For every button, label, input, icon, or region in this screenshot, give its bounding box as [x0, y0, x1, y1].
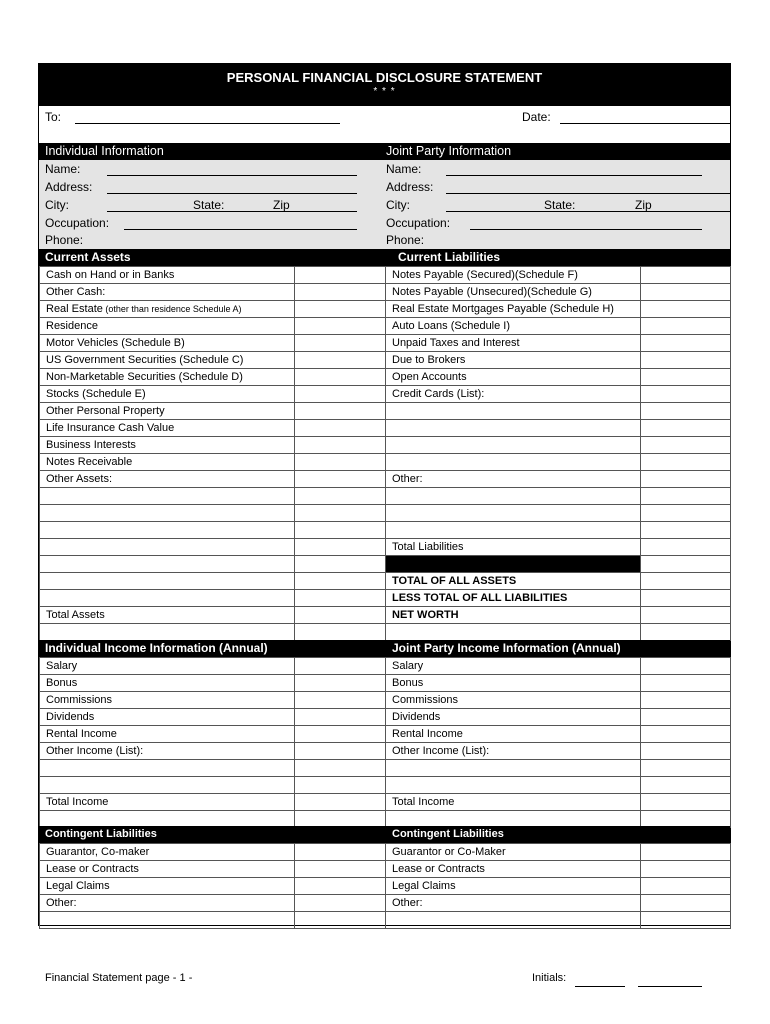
to-label: To: [45, 110, 62, 124]
joint-phone-label: Phone: [386, 233, 425, 247]
right-label-cell: Rental Income [386, 726, 641, 743]
table-row [40, 403, 731, 420]
table-row [40, 420, 731, 437]
left-label-cell: Guarantor, Co-maker [40, 844, 295, 861]
left-label-cell: Total Income [40, 794, 295, 811]
right-label-cell [386, 624, 641, 641]
left-amount-cell[interactable] [295, 386, 386, 403]
left-label-cell [40, 556, 295, 573]
right-label-cell: Auto Loans (Schedule I) [386, 318, 641, 335]
right-amount-cell[interactable] [641, 454, 731, 471]
left-amount-cell[interactable] [295, 505, 386, 522]
footer-page-label: Financial Statement page - 1 - [45, 972, 193, 984]
left-amount-cell[interactable] [295, 590, 386, 607]
left-label-cell: Rental Income [40, 726, 295, 743]
left-amount-cell[interactable] [295, 539, 386, 556]
individual-city-label: City: [45, 198, 69, 212]
right-label-cell: TOTAL OF ALL ASSETS [386, 573, 641, 590]
left-label-cell: Business Interests [40, 437, 295, 454]
current-assets-header: Current Assets [45, 250, 131, 264]
left-amount-cell[interactable] [295, 844, 386, 861]
right-label-cell: Due to Brokers [386, 352, 641, 369]
table-row [40, 471, 731, 488]
right-label-cell: Open Accounts [386, 369, 641, 386]
right-label-cell: Credit Cards (List): [386, 386, 641, 403]
table-row [40, 454, 731, 471]
left-label-cell [40, 590, 295, 607]
individual-zip-label: Zip [273, 198, 290, 212]
left-amount-cell[interactable] [295, 607, 386, 624]
right-label-cell [386, 505, 641, 522]
right-amount-cell[interactable] [641, 488, 731, 505]
right-amount-cell[interactable] [641, 743, 731, 760]
table-row [40, 861, 731, 878]
left-amount-cell[interactable] [295, 420, 386, 437]
right-amount-cell[interactable] [641, 624, 731, 641]
left-amount-cell[interactable] [295, 471, 386, 488]
table-row [40, 556, 731, 573]
individual-occupation-field[interactable] [124, 229, 357, 230]
left-label-cell: Real Estate (other than residence Schedule A) [40, 301, 295, 318]
to-date-row [39, 106, 730, 126]
right-label-cell: Guarantor or Co-Maker [386, 844, 641, 861]
table-row [40, 878, 731, 895]
joint-address-label: Address: [386, 180, 434, 194]
table-row [40, 624, 731, 641]
individual-occupation-label: Occupation: [45, 216, 110, 230]
right-amount-cell[interactable] [641, 386, 731, 403]
left-label-cell: Residence [40, 318, 295, 335]
joint-occupation-label: Occupation: [386, 216, 451, 230]
individual-address-label: Address: [45, 180, 93, 194]
left-amount-cell[interactable] [295, 522, 386, 539]
right-amount-cell[interactable] [641, 675, 731, 692]
to-field[interactable] [75, 123, 340, 124]
table-row [40, 692, 731, 709]
right-amount-cell[interactable] [641, 878, 731, 895]
right-label-cell: Commissions [386, 692, 641, 709]
left-amount-cell[interactable] [295, 352, 386, 369]
current-liabilities-header: Current Liabilities [398, 250, 501, 264]
left-label-cell [40, 811, 295, 828]
left-amount-cell[interactable] [295, 777, 386, 794]
left-amount-cell[interactable] [295, 369, 386, 386]
financial-statement-form [38, 63, 731, 926]
left-label-cell: Bonus [40, 675, 295, 692]
right-amount-cell[interactable] [641, 811, 731, 828]
right-amount-cell[interactable] [641, 861, 731, 878]
right-amount-cell[interactable] [641, 318, 731, 335]
right-amount-cell[interactable] [641, 692, 731, 709]
individual-name-field[interactable] [107, 175, 357, 176]
left-amount-cell[interactable] [295, 760, 386, 777]
joint-address-field[interactable] [446, 193, 730, 194]
right-label-cell [386, 454, 641, 471]
title-bar [39, 64, 730, 106]
right-amount-cell[interactable] [641, 284, 731, 301]
table-row [40, 505, 731, 522]
table-row [40, 335, 731, 352]
left-label-cell: Other Income (List): [40, 743, 295, 760]
right-amount-cell[interactable] [641, 895, 731, 912]
contingent-header [39, 826, 730, 843]
individual-info-header: Individual Information [45, 144, 164, 158]
left-label-cell: Other Cash: [40, 284, 295, 301]
joint-city-label: City: [386, 198, 410, 212]
left-amount-cell[interactable] [295, 488, 386, 505]
joint-name-field[interactable] [446, 175, 702, 176]
table-row [40, 284, 731, 301]
right-label-cell [386, 420, 641, 437]
table-row [40, 675, 731, 692]
table-row [40, 318, 731, 335]
table-row [40, 607, 731, 624]
left-amount-cell[interactable] [295, 709, 386, 726]
table-row [40, 369, 731, 386]
contingent-table [39, 843, 731, 929]
left-amount-cell[interactable] [295, 437, 386, 454]
right-amount-cell[interactable] [641, 658, 731, 675]
table-row [40, 895, 731, 912]
right-label-cell: Unpaid Taxes and Interest [386, 335, 641, 352]
right-amount-cell[interactable] [641, 369, 731, 386]
right-amount-cell[interactable] [641, 556, 731, 573]
left-amount-cell[interactable] [295, 895, 386, 912]
right-amount-cell[interactable] [641, 573, 731, 590]
table-row [40, 777, 731, 794]
right-label-cell: Other Income (List): [386, 743, 641, 760]
right-label-cell: Bonus [386, 675, 641, 692]
left-label-cell [40, 912, 295, 929]
left-amount-cell[interactable] [295, 335, 386, 352]
left-amount-cell[interactable] [295, 301, 386, 318]
table-row [40, 522, 731, 539]
joint-state-label: State: [544, 198, 576, 212]
table-row [40, 794, 731, 811]
left-amount-cell[interactable] [295, 861, 386, 878]
left-label-cell [40, 624, 295, 641]
joint-zip-label: Zip [635, 198, 652, 212]
left-label-cell [40, 777, 295, 794]
left-amount-cell[interactable] [295, 743, 386, 760]
right-label-cell: Dividends [386, 709, 641, 726]
left-label-cell: Other: [40, 895, 295, 912]
individual-name-label: Name: [45, 162, 81, 176]
individual-contingent-header: Contingent Liabilities [45, 828, 157, 840]
table-row [40, 658, 731, 675]
left-amount-cell[interactable] [295, 878, 386, 895]
right-label-cell: Total Income [386, 794, 641, 811]
left-label-cell: Non-Marketable Securities (Schedule D) [40, 369, 295, 386]
left-label-cell: Life Insurance Cash Value [40, 420, 295, 437]
right-label-cell [386, 556, 641, 573]
right-label-cell [386, 403, 641, 420]
right-label-cell: NET WORTH [386, 607, 641, 624]
left-amount-cell[interactable] [295, 726, 386, 743]
right-label-cell: Total Liabilities [386, 539, 641, 556]
right-label-cell [386, 760, 641, 777]
left-label-cell: Salary [40, 658, 295, 675]
right-amount-cell[interactable] [641, 844, 731, 861]
left-label-cell: Legal Claims [40, 878, 295, 895]
left-amount-cell[interactable] [295, 454, 386, 471]
left-amount-cell[interactable] [295, 403, 386, 420]
right-amount-cell[interactable] [641, 726, 731, 743]
title-stars: * * * [373, 86, 396, 97]
table-row [40, 726, 731, 743]
right-amount-cell[interactable] [641, 301, 731, 318]
right-amount-cell[interactable] [641, 403, 731, 420]
joint-name-label: Name: [386, 162, 422, 176]
right-amount-cell[interactable] [641, 352, 731, 369]
left-amount-cell[interactable] [295, 573, 386, 590]
right-amount-cell[interactable] [641, 420, 731, 437]
left-label-cell: Motor Vehicles (Schedule B) [40, 335, 295, 352]
individual-income-header: Individual Income Information (Annual) [45, 641, 268, 655]
left-label-cell: Total Assets [40, 607, 295, 624]
individual-state-label: State: [193, 198, 225, 212]
left-label-cell [40, 505, 295, 522]
right-label-cell: Other: [386, 471, 641, 488]
individual-city-state-zip-field[interactable] [107, 211, 357, 212]
left-label-cell [40, 488, 295, 505]
right-amount-cell[interactable] [641, 794, 731, 811]
table-row [40, 437, 731, 454]
right-amount-cell[interactable] [641, 471, 731, 488]
info-header-bar [39, 143, 730, 160]
right-amount-cell[interactable] [641, 505, 731, 522]
left-amount-cell[interactable] [295, 675, 386, 692]
table-row [40, 709, 731, 726]
real-estate-note: (other than residence Schedule A) [102, 304, 242, 314]
left-label-cell [40, 539, 295, 556]
table-row [40, 352, 731, 369]
left-amount-cell[interactable] [295, 692, 386, 709]
table-row [40, 267, 731, 284]
table-row [40, 844, 731, 861]
table-row [40, 760, 731, 777]
left-label-cell: Other Assets: [40, 471, 295, 488]
footer-initials-label: Initials: [532, 972, 567, 984]
left-label-cell: Lease or Contracts [40, 861, 295, 878]
right-label-cell: Notes Payable (Secured)(Schedule F) [386, 267, 641, 284]
right-label-cell [386, 912, 641, 929]
date-field[interactable] [560, 123, 730, 124]
right-amount-cell[interactable] [641, 607, 731, 624]
table-row [40, 811, 731, 828]
left-amount-cell[interactable] [295, 318, 386, 335]
right-amount-cell[interactable] [641, 709, 731, 726]
joint-contingent-header: Contingent Liabilities [392, 828, 504, 840]
right-label-cell [386, 437, 641, 454]
individual-address-field[interactable] [107, 193, 357, 194]
left-amount-cell[interactable] [295, 811, 386, 828]
joint-occupation-field[interactable] [470, 229, 702, 230]
income-header [39, 640, 730, 657]
date-label: Date: [522, 110, 551, 124]
right-amount-cell[interactable] [641, 590, 731, 607]
right-label-cell: LESS TOTAL OF ALL LIABILITIES [386, 590, 641, 607]
individual-phone-label: Phone: [45, 233, 84, 247]
right-label-cell [386, 488, 641, 505]
left-amount-cell[interactable] [295, 794, 386, 811]
table-row [40, 912, 731, 929]
joint-info-panel [384, 160, 730, 249]
left-label-cell: Notes Receivable [40, 454, 295, 471]
right-label-cell [386, 522, 641, 539]
table-row [40, 743, 731, 760]
table-row [40, 301, 731, 318]
assets-liabilities-header [39, 249, 730, 266]
income-table [39, 657, 731, 828]
left-label-cell: Cash on Hand or in Banks [40, 267, 295, 284]
initials-field-2[interactable] [638, 986, 702, 987]
joint-city-state-zip-field[interactable] [446, 211, 730, 212]
assets-liabilities-table [39, 266, 731, 641]
right-amount-cell[interactable] [641, 437, 731, 454]
left-amount-cell[interactable] [295, 267, 386, 284]
right-label-cell: Notes Payable (Unsecured)(Schedule G) [386, 284, 641, 301]
initials-field-1[interactable] [575, 986, 625, 987]
right-label-cell: Other: [386, 895, 641, 912]
left-amount-cell[interactable] [295, 658, 386, 675]
right-label-cell: Lease or Contracts [386, 861, 641, 878]
left-label-cell [40, 522, 295, 539]
right-amount-cell[interactable] [641, 777, 731, 794]
joint-info-header: Joint Party Information [386, 144, 512, 158]
left-label-cell [40, 760, 295, 777]
table-row [40, 488, 731, 505]
right-label-cell: Real Estate Mortgages Payable (Schedule H) [386, 301, 641, 318]
left-label-cell [40, 573, 295, 590]
left-label-cell: Commissions [40, 692, 295, 709]
individual-info-panel [39, 160, 384, 249]
left-amount-cell[interactable] [295, 284, 386, 301]
right-amount-cell[interactable] [641, 539, 731, 556]
joint-income-header: Joint Party Income Information (Annual) [392, 641, 621, 655]
left-amount-cell[interactable] [295, 556, 386, 573]
right-label-cell [386, 777, 641, 794]
left-amount-cell[interactable] [295, 912, 386, 929]
page-title: PERSONAL FINANCIAL DISCLOSURE STATEMENT [226, 70, 543, 85]
table-row [40, 573, 731, 590]
right-amount-cell[interactable] [641, 522, 731, 539]
right-amount-cell[interactable] [641, 267, 731, 284]
left-label-cell: Stocks (Schedule E) [40, 386, 295, 403]
right-amount-cell[interactable] [641, 912, 731, 929]
right-label-cell: Salary [386, 658, 641, 675]
table-row [40, 539, 731, 556]
right-label-cell [386, 811, 641, 828]
table-row [40, 590, 731, 607]
right-label-cell: Legal Claims [386, 878, 641, 895]
left-amount-cell[interactable] [295, 624, 386, 641]
left-label-cell: Other Personal Property [40, 403, 295, 420]
left-label-cell: US Government Securities (Schedule C) [40, 352, 295, 369]
right-amount-cell[interactable] [641, 760, 731, 777]
left-label-cell: Dividends [40, 709, 295, 726]
right-amount-cell[interactable] [641, 335, 731, 352]
table-row [40, 386, 731, 403]
